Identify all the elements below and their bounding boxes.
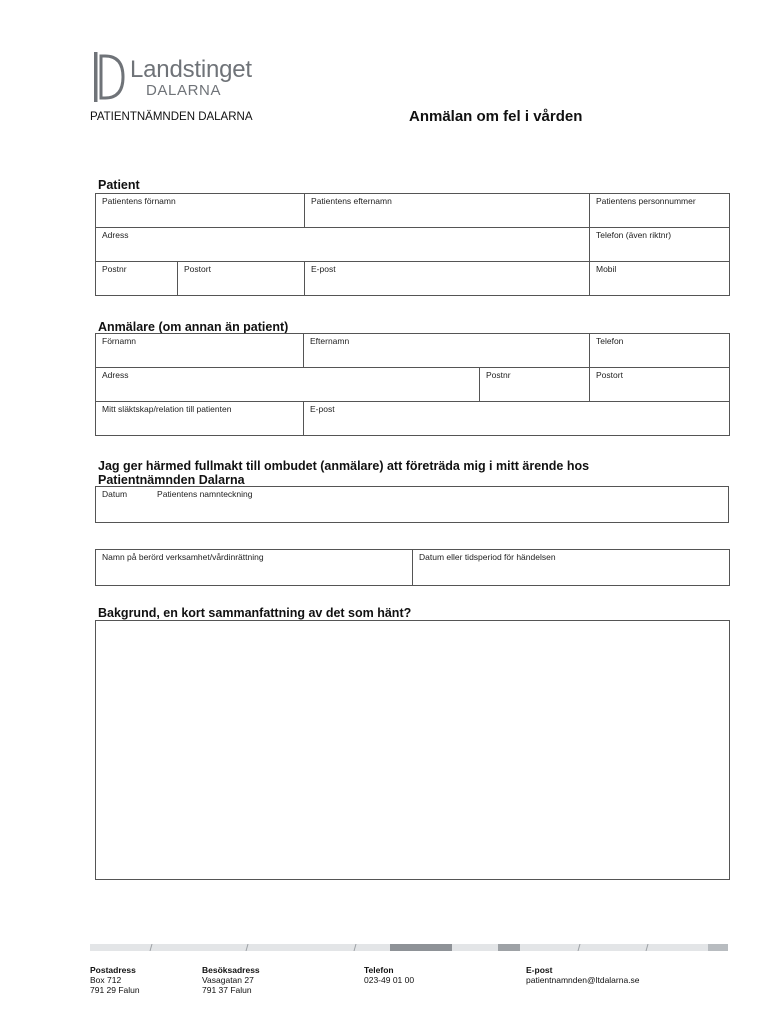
authorization-title-line2: Patientnämnden Dalarna <box>98 473 245 487</box>
reporter-postal-code-field[interactable]: Postnr <box>480 368 590 402</box>
footer-email-address[interactable]: patientnamnden@ltdalarna.se <box>526 975 640 985</box>
logo-region: DALARNA <box>146 82 222 99</box>
footer-phone <box>364 965 414 985</box>
organization-name: PATIENTNÄMNDEN DALARNA <box>90 111 253 123</box>
footer-email-heading: E-post <box>526 965 553 975</box>
patient-postal-code-field[interactable]: Postnr <box>96 262 178 296</box>
document-title: Anmälan om fel i vården <box>409 108 583 125</box>
patient-table <box>95 193 730 296</box>
logo-name: Landstinget <box>130 56 252 83</box>
patient-personal-number-field[interactable]: Patientens personnummer <box>590 194 730 228</box>
authorization-table <box>95 486 729 523</box>
footer-visit-line2: 791 37 Falun <box>202 985 252 995</box>
reporter-first-name-field[interactable]: Förnamn <box>96 334 304 368</box>
footer-decorative-band <box>90 944 728 951</box>
reporter-section-title: Anmälare (om annan än patient) <box>98 320 289 334</box>
footer-postal-address <box>90 965 140 995</box>
reporter-table <box>95 333 730 436</box>
patient-first-name-field[interactable]: Patientens förnamn <box>96 194 305 228</box>
footer-phone-heading: Telefon <box>364 965 394 975</box>
event-period-field[interactable]: Datum eller tidsperiod för händelsen <box>413 550 730 586</box>
authorization-signature-label: Patientens namnteckning <box>157 489 253 499</box>
footer-postal-line2: 791 29 Falun <box>90 985 140 995</box>
reporter-address-field[interactable]: Adress <box>96 368 480 402</box>
patient-address-field[interactable]: Adress <box>96 228 590 262</box>
footer-email <box>526 965 640 985</box>
patient-last-name-field[interactable]: Patientens efternamn <box>305 194 590 228</box>
authorization-signature-field[interactable] <box>96 487 729 523</box>
reporter-relation-field[interactable]: Mitt släktskap/relation till patienten <box>96 402 304 436</box>
reporter-phone-field[interactable]: Telefon <box>590 334 730 368</box>
patient-phone-field[interactable]: Telefon (även riktnr) <box>590 228 730 262</box>
landstinget-logo-mark <box>92 52 128 102</box>
reporter-email-field[interactable]: E-post <box>304 402 730 436</box>
authorization-date-label: Datum <box>102 489 128 499</box>
footer-visit-address <box>202 965 260 995</box>
footer-visit-heading: Besöksadress <box>202 965 260 975</box>
patient-email-field[interactable]: E-post <box>305 262 590 296</box>
patient-section-title: Patient <box>98 178 140 192</box>
background-textarea[interactable] <box>95 620 730 880</box>
reporter-last-name-field[interactable]: Efternamn <box>304 334 590 368</box>
footer-phone-number: 023-49 01 00 <box>364 975 415 985</box>
care-unit-field[interactable]: Namn på berörd verksamhet/vårdinrättning <box>96 550 413 586</box>
patient-mobile-field[interactable]: Mobil <box>590 262 730 296</box>
footer-postal-heading: Postadress <box>90 965 136 975</box>
footer-visit-line1: Vasagatan 27 <box>202 975 254 985</box>
patient-city-field[interactable]: Postort <box>178 262 305 296</box>
reporter-city-field[interactable]: Postort <box>590 368 730 402</box>
authorization-title-line1: Jag ger härmed fullmakt till ombudet (anmälare) att företräda mig i mitt ärende hos <box>98 459 590 473</box>
footer-postal-line1: Box 712 <box>90 975 122 985</box>
background-title: Bakgrund, en kort sammanfattning av det som hänt? <box>98 606 412 620</box>
care-table <box>95 549 730 586</box>
